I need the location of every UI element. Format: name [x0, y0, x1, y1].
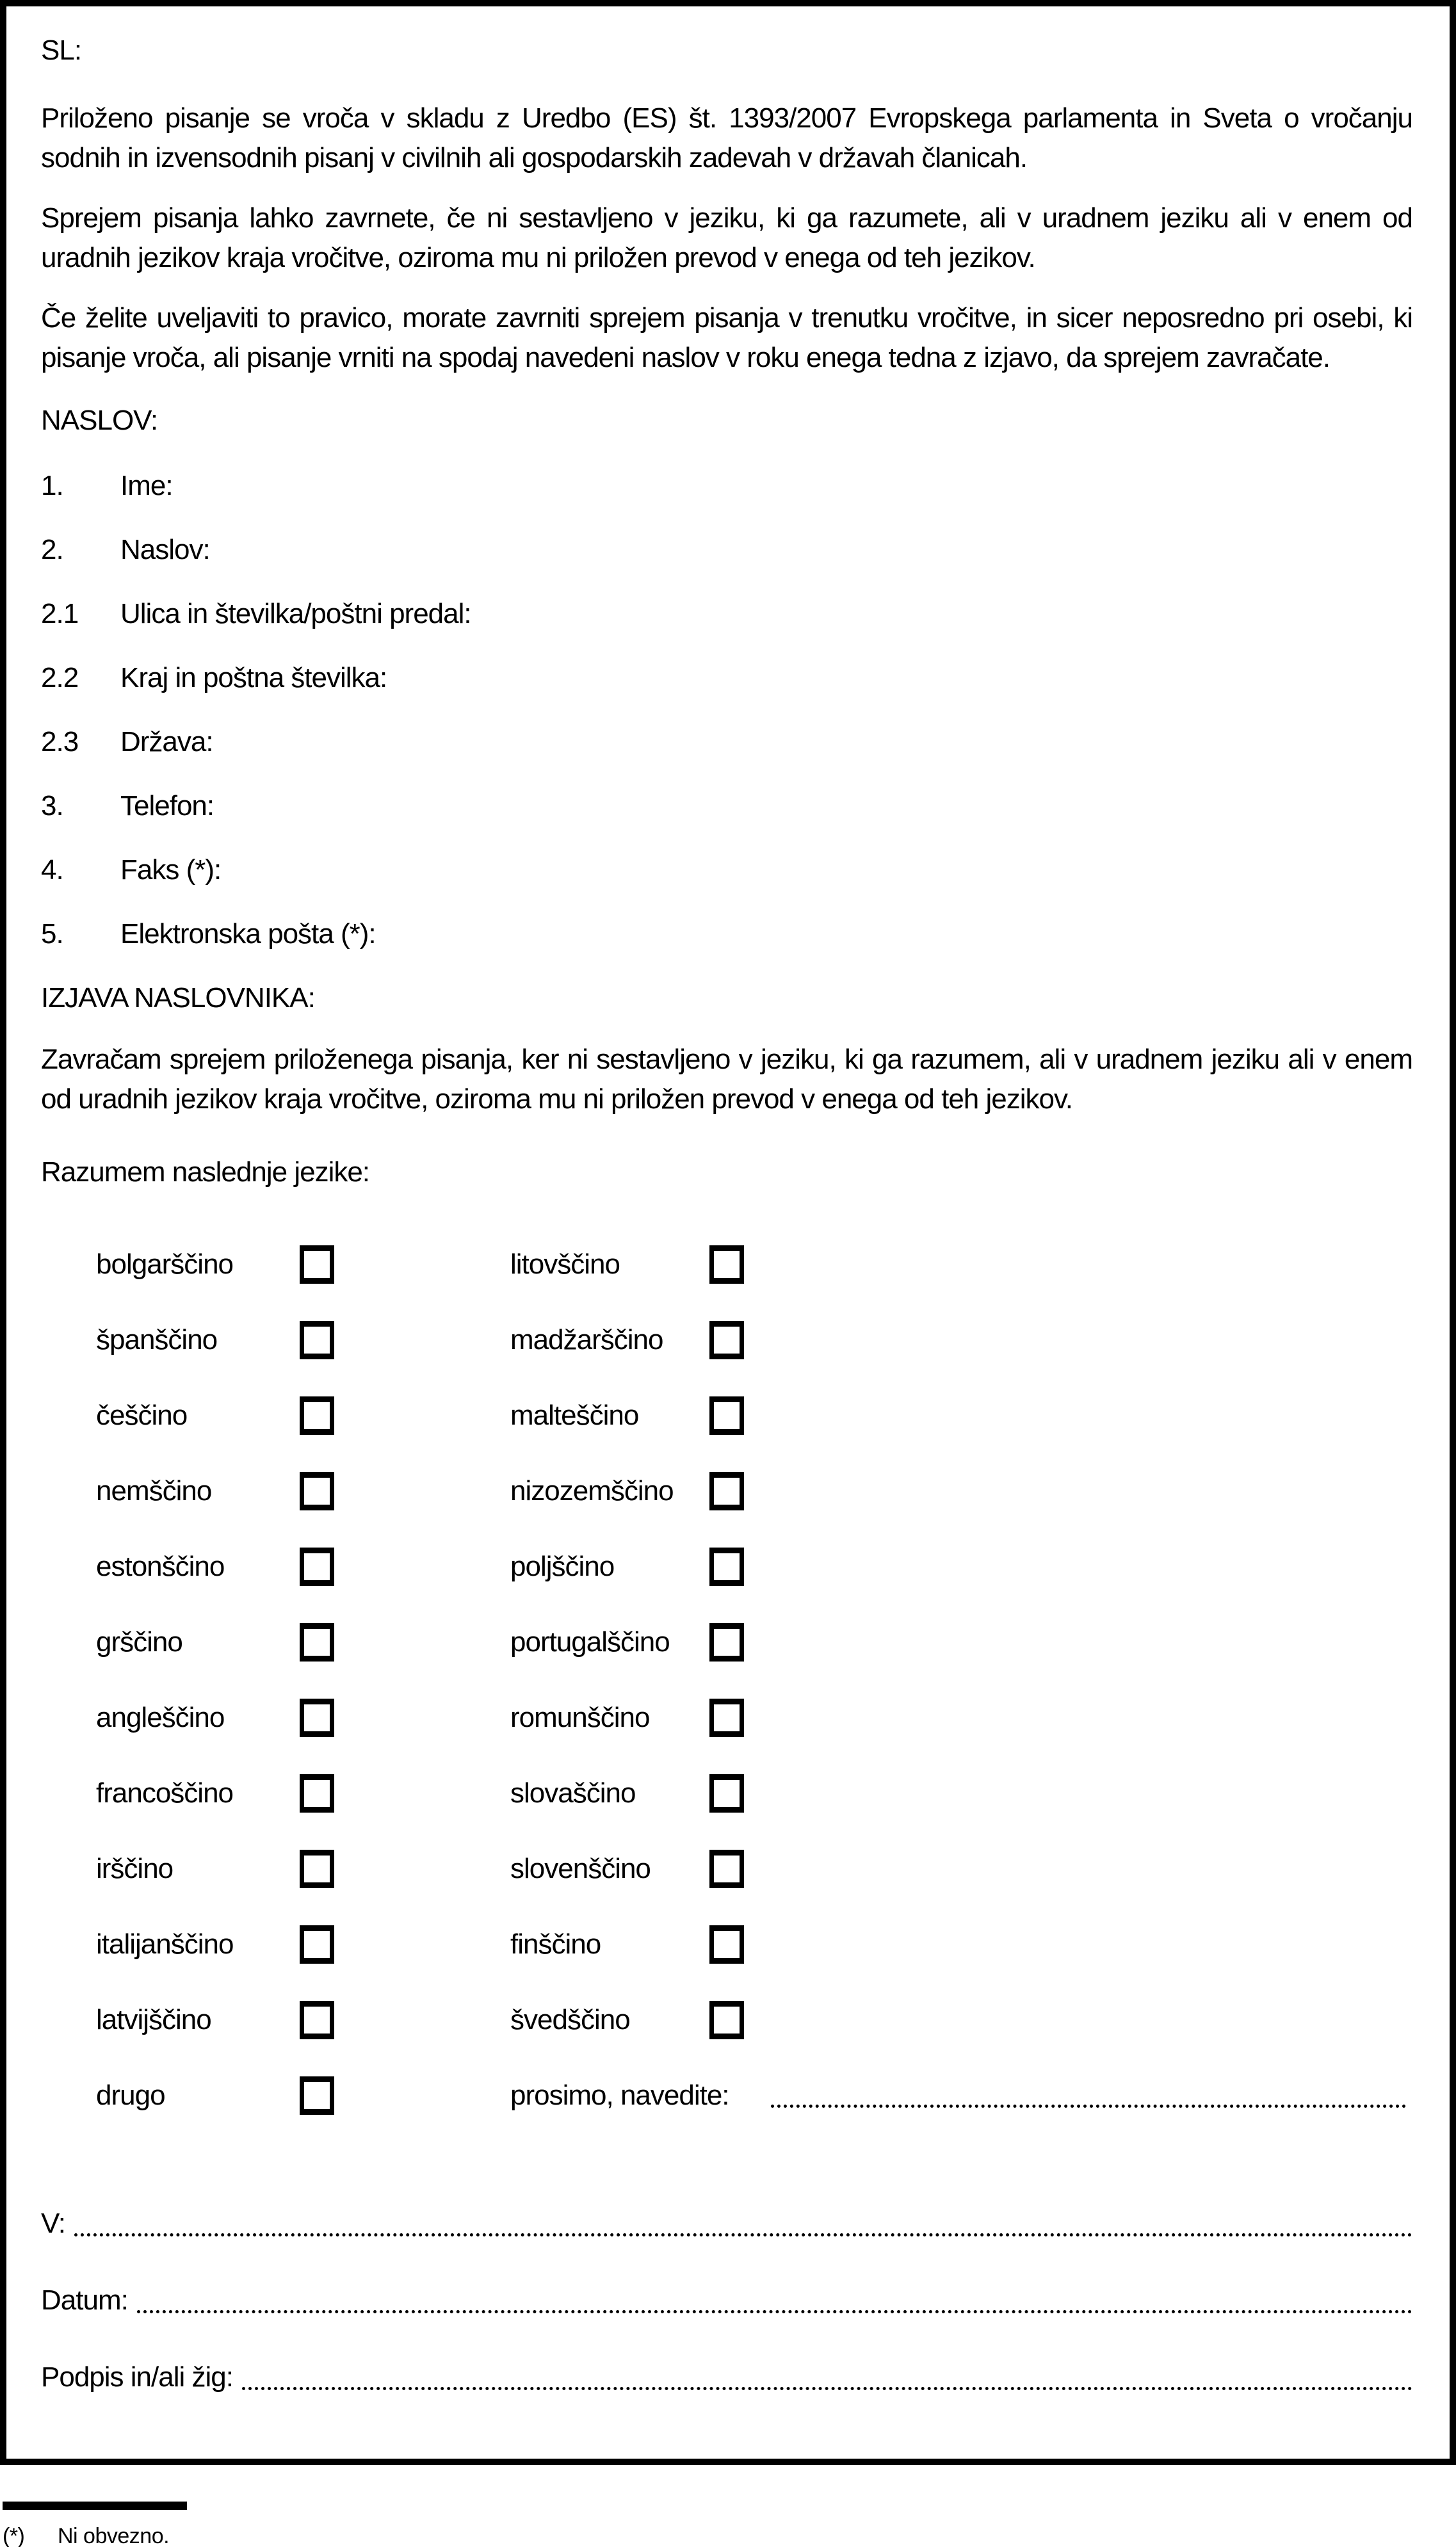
language-checkbox-right[interactable]	[709, 1472, 744, 1510]
language-row	[41, 1680, 1412, 1756]
other-language-fill-line[interactable]	[771, 2105, 1406, 2108]
language-checkbox-grid	[41, 1227, 1412, 2133]
place-line	[41, 2204, 1412, 2244]
language-label-left: estonščino	[96, 1551, 225, 1582]
language-checkbox-left[interactable]	[300, 1245, 334, 1284]
language-label-right: finščino	[510, 1928, 601, 1960]
footnote-text: Ni obvezno.	[58, 2524, 170, 2547]
language-label-right: poljščino	[510, 1551, 615, 1582]
language-label-left: češčino	[96, 1400, 188, 1431]
intro-paragraph-regulation: Priloženo pisanje se vroča v skladu z Uredbo (ES) št. 1393/2007 Evropskega parlamenta in Sveta o vročanju sodnih in izvensodnih pisanj v civilnih ali gospodarskih zadevah v državah članicah.	[41, 102, 1412, 174]
date-line	[41, 2281, 1412, 2320]
language-checkbox-left[interactable]	[300, 1396, 334, 1435]
language-label-right: romunščino	[510, 1702, 650, 1733]
language-row	[41, 1378, 1412, 1453]
address-item-label: Telefon:	[120, 790, 214, 821]
language-checkbox-left[interactable]	[300, 1774, 334, 1813]
language-row	[41, 1605, 1412, 1680]
address-list-item	[41, 850, 1412, 890]
language-label-right: slovenščino	[510, 1853, 651, 1884]
language-checkbox-right[interactable]	[709, 1699, 744, 1737]
language-label-left: italijanščino	[96, 1928, 234, 1960]
place-fill-line[interactable]	[74, 2233, 1412, 2236]
language-checkbox-left[interactable]	[300, 1623, 334, 1662]
signature-label: Podpis in/ali žig:	[41, 2361, 233, 2393]
declaration-body: Zavračam sprejem priloženega pisanja, ker ni sestavljeno v jeziku, ki ga razumem, ali v uradnem jeziku ali v enem od uradnih jezikov kraja vročitve, oziroma mu ni priložen prevod v enega od teh jezikov.	[41, 1044, 1412, 1115]
language-label-left: španščino	[96, 1324, 218, 1355]
language-row	[41, 1756, 1412, 1831]
address-item-number: 2.3	[41, 726, 79, 757]
address-item-number: 3.	[41, 790, 63, 821]
language-checkbox-right[interactable]	[709, 1774, 744, 1813]
other-language-label: drugo	[96, 2080, 165, 2111]
address-item-number: 1.	[41, 470, 63, 501]
language-checkbox-right[interactable]	[709, 2001, 744, 2039]
footnote-marker: (*)	[3, 2524, 25, 2547]
language-checkbox-left[interactable]	[300, 1548, 334, 1586]
address-item-label: Naslov:	[120, 534, 210, 565]
address-item-label: Ulica in številka/poštni predal:	[120, 598, 471, 629]
language-row	[41, 1453, 1412, 1529]
language-row-other	[41, 2058, 1412, 2133]
language-label-left: grščino	[96, 1626, 182, 1658]
other-language-checkbox[interactable]	[300, 2076, 334, 2115]
address-item-label: Kraj in poštna številka:	[120, 662, 387, 693]
signature-fill-line[interactable]	[242, 2387, 1412, 2390]
language-label-right: litovščino	[510, 1249, 620, 1280]
language-row	[41, 1982, 1412, 2058]
language-checkbox-left[interactable]	[300, 1321, 334, 1359]
place-label: V:	[41, 2208, 65, 2239]
language-checkbox-right[interactable]	[709, 1623, 744, 1662]
language-checkbox-right[interactable]	[709, 1925, 744, 1964]
address-item-number: 2.2	[41, 662, 79, 693]
language-code-heading: SL:	[41, 35, 82, 66]
address-item-number: 4.	[41, 854, 63, 885]
language-checkbox-left[interactable]	[300, 1472, 334, 1510]
language-label-right: portugalščino	[510, 1626, 670, 1658]
address-list-item	[41, 594, 1412, 634]
address-item-label: Država:	[120, 726, 213, 757]
date-fill-line[interactable]	[137, 2310, 1412, 2313]
address-list	[41, 466, 1412, 954]
address-list-item	[41, 914, 1412, 954]
language-checkbox-left[interactable]	[300, 1925, 334, 1964]
address-list-item	[41, 786, 1412, 826]
address-item-number: 2.	[41, 534, 63, 565]
intro-paragraph-refusal-right: Sprejem pisanja lahko zavrnete, če ni sestavljeno v jeziku, ki ga razumete, ali v uradnem jeziku ali v enem od uradnih jezikov kraja vročitve, oziroma mu ni priložen prevod v enega od teh jezikov.	[41, 202, 1412, 273]
language-label-left: francoščino	[96, 1777, 234, 1809]
signature-line	[41, 2357, 1412, 2397]
footnote	[0, 2502, 1456, 2547]
language-row	[41, 1907, 1412, 1982]
language-checkbox-left[interactable]	[300, 2001, 334, 2039]
language-label-right: nizozemščino	[510, 1475, 674, 1507]
language-checkbox-right[interactable]	[709, 1321, 744, 1359]
address-list-item	[41, 530, 1412, 570]
language-row	[41, 1831, 1412, 1907]
other-language-prompt: prosimo, navedite:	[510, 2080, 729, 2111]
languages-intro: Razumem naslednje jezike:	[41, 1156, 370, 1188]
language-checkbox-left[interactable]	[300, 1699, 334, 1737]
language-label-left: irščino	[96, 1853, 174, 1884]
language-checkbox-left[interactable]	[300, 1850, 334, 1888]
address-list-item	[41, 466, 1412, 506]
language-row	[41, 1302, 1412, 1378]
language-checkbox-right[interactable]	[709, 1245, 744, 1284]
address-list-item	[41, 722, 1412, 762]
footnote-separator-rule	[3, 2502, 187, 2510]
language-row	[41, 1529, 1412, 1605]
language-label-left: angleščino	[96, 1702, 225, 1733]
footnote-line	[3, 2523, 1456, 2547]
declaration-section-title: IZJAVA NASLOVNIKA:	[41, 982, 315, 1014]
address-item-number: 2.1	[41, 598, 79, 629]
date-label: Datum:	[41, 2284, 128, 2316]
address-item-number: 5.	[41, 918, 63, 950]
address-list-item	[41, 658, 1412, 698]
address-item-label: Ime:	[120, 470, 173, 501]
intro-paragraph-instructions: Če želite uveljaviti to pravico, morate zavrniti sprejem pisanja v trenutku vročitve, in sicer neposredno pri osebi, ki pisanje vroča, ali pisanje vrniti na spodaj navedeni naslov v roku enega tedna z izjavo, da sprejem zavračate.	[41, 302, 1412, 373]
address-section-title: NASLOV:	[41, 405, 158, 436]
language-checkbox-right[interactable]	[709, 1396, 744, 1435]
language-label-left: latvijščino	[96, 2004, 211, 2035]
address-item-label: Elektronska pošta (*):	[120, 918, 376, 950]
language-label-right: švedščino	[510, 2004, 630, 2035]
language-label-left: bolgarščino	[96, 1249, 234, 1280]
language-label-right: madžarščino	[510, 1324, 663, 1355]
language-checkbox-right[interactable]	[709, 1850, 744, 1888]
language-checkbox-right[interactable]	[709, 1548, 744, 1586]
address-item-label: Faks (*):	[120, 854, 222, 885]
language-label-left: nemščino	[96, 1475, 212, 1507]
language-label-right: slovaščino	[510, 1777, 636, 1809]
language-row	[41, 1227, 1412, 1302]
language-label-right: malteščino	[510, 1400, 639, 1431]
